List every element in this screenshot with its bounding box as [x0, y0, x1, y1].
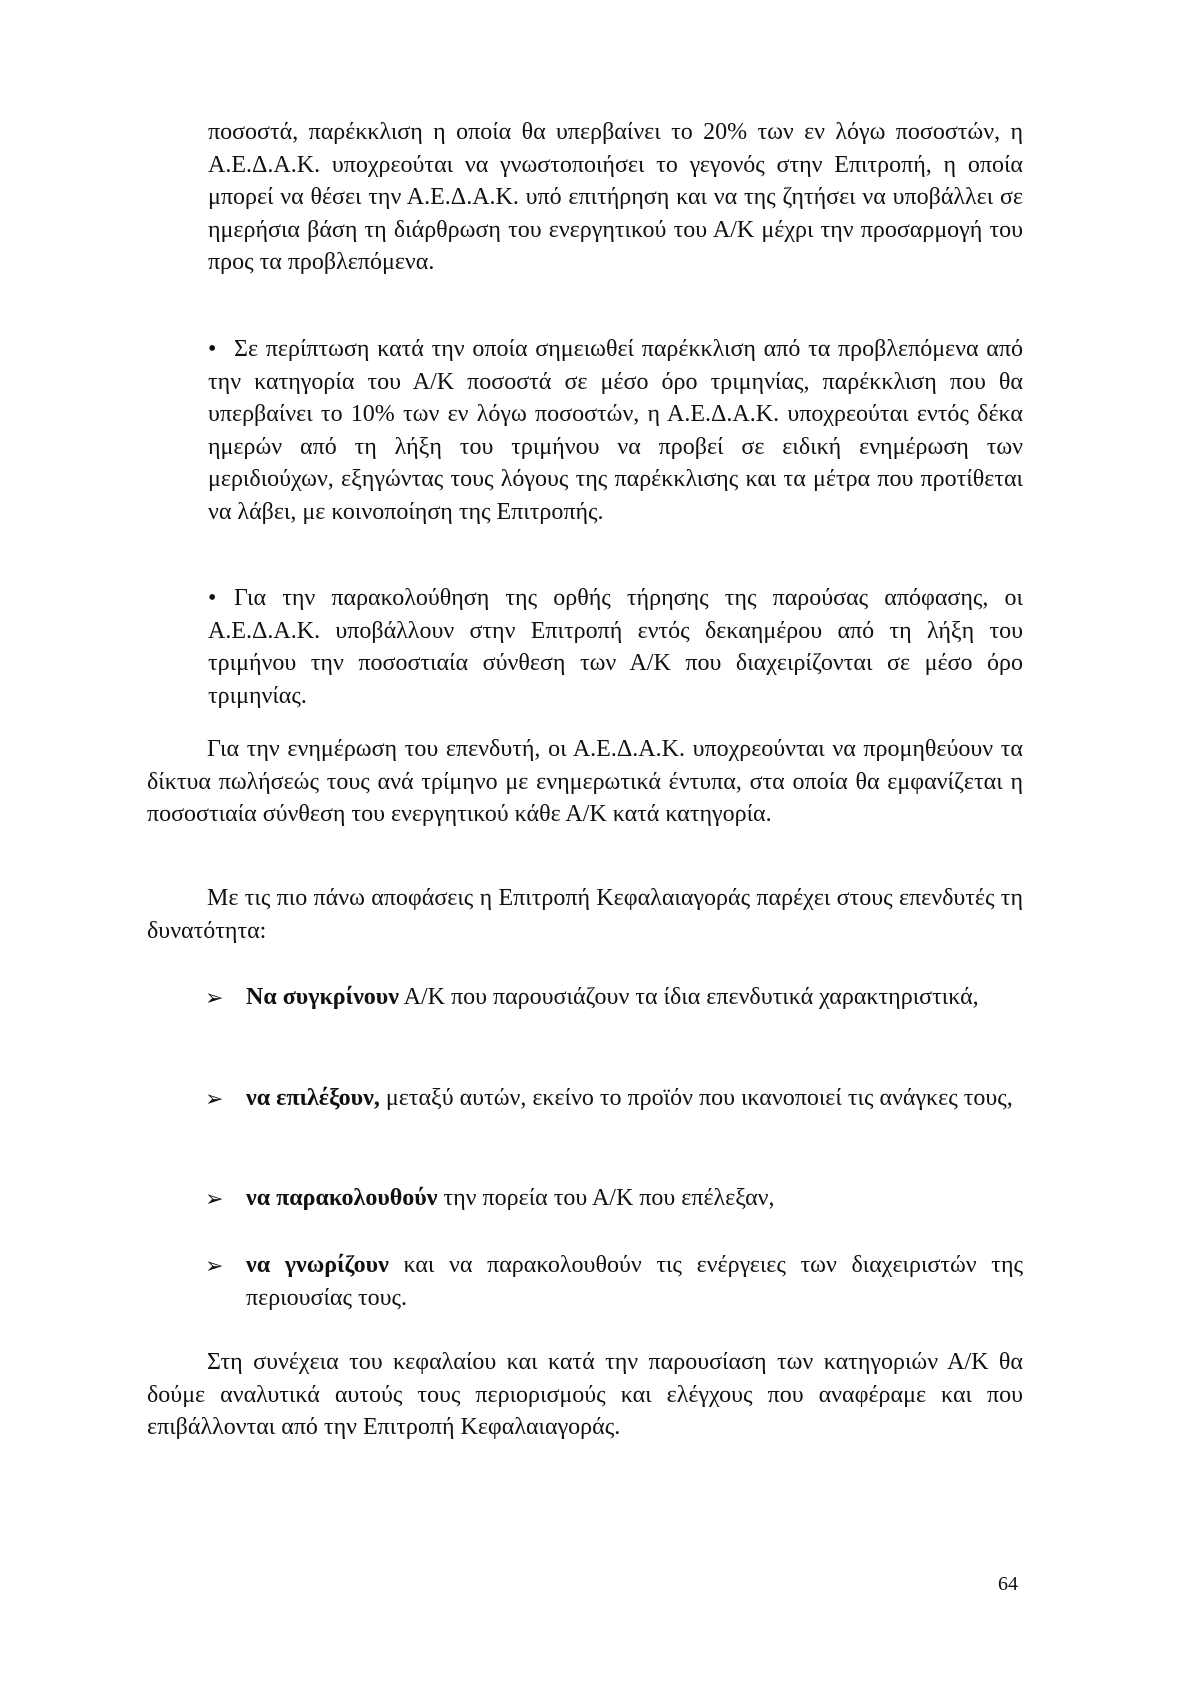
- arrow-bullet-icon: ➢: [205, 985, 224, 1010]
- list-item-compare: [205, 981, 1023, 1014]
- list-item-keyword: να επιλέξουν,: [246, 1085, 380, 1111]
- list-item-keyword: να γνωρίζουν: [246, 1252, 389, 1278]
- list-item-text: και να παρακολουθούν τις ενέργειες των διαχειριστών της περιουσίας τους.: [246, 1252, 1024, 1311]
- list-item-follow: [205, 1182, 1023, 1215]
- paragraph-text: Για την παρακολούθηση της ορθής τήρησης της παρούσας απόφασης, οι Α.Ε.Δ.Α.Κ. υποβάλλουν στην Επιτροπή εντός δεκαημέρου από τη λήξη του τριμήνου την ποσοστιαία σύνθεση των Α/Κ που διαχειρίζονται σε μέσο όρο τριμηνίας.: [208, 585, 1023, 709]
- list-item-know: [205, 1249, 1024, 1315]
- paragraph-monitoring: [208, 582, 1023, 712]
- paragraph-decisions: [147, 882, 1023, 947]
- paragraph-chapter-continuation: [147, 1346, 1023, 1444]
- paragraph-deviation-20: [208, 116, 1023, 279]
- arrow-bullet-icon: ➢: [205, 1253, 224, 1278]
- paragraph-text: Με τις πιο πάνω αποφάσεις η Επιτροπή Κεφαλαιαγοράς παρέχει στους επενδυτές τη δυνατότητα:: [147, 885, 1023, 944]
- arrow-bullet-icon: ➢: [205, 1086, 224, 1111]
- paragraph-text: Στη συνέχεια του κεφαλαίου και κατά την παρουσίαση των κατηγοριών Α/Κ θα δούμε αναλυτικά αυτούς τους περιορισμούς και ελέγχους που αναφέραμε και που επιβάλλονται από την Επιτροπή Κεφαλαιαγοράς.: [147, 1349, 1023, 1441]
- list-item-select: [205, 1082, 1023, 1115]
- list-item-keyword: να παρακολουθούν: [246, 1185, 438, 1211]
- list-item-text: την πορεία του Α/Κ που επέλεξαν,: [437, 1185, 775, 1211]
- paragraph-deviation-10: [208, 333, 1023, 529]
- list-item-text: μεταξύ αυτών, εκείνο το προϊόν που ικανοποιεί τις ανάγκες τους,: [379, 1085, 1013, 1111]
- paragraph-text: ποσοστά, παρέκκλιση η οποία θα υπερβαίνει το 20% των εν λόγω ποσοστών, η Α.Ε.Δ.Α.Κ. υποχρεούται να γνωστοποιήσει το γεγονός στην Επιτροπή, η οποία μπορεί να θέσει την Α.Ε.Δ.Α.Κ. υπό επιτήρηση και να της ζητήσει να υποβάλλει σε ημερήσια βάση τη διάρθρωση του ενεργητικού του Α/Κ μέχρι την προσαρμογή του προς τα προβλεπόμενα.: [208, 119, 1023, 276]
- paragraph-text: Για την ενημέρωση του επενδυτή, οι Α.Ε.Δ.Α.Κ. υποχρεούνται να προμηθεύουν τα δίκτυα πωλήσεώς τους ανά τρίμηνο με ενημερωτικά έντυπα, στα οποία θα εμφανίζεται η ποσοστιαία σύνθεση του ενεργητικού κάθε Α/Κ κατά κατηγορία.: [147, 736, 1023, 828]
- arrow-bullet-icon: ➢: [205, 1186, 224, 1211]
- paragraph-investor-info: [147, 733, 1023, 831]
- paragraph-text: Σε περίπτωση κατά την οποία σημειωθεί παρέκκλιση από τα προβλεπόμενα από την κατηγορία του Α/Κ ποσοστά σε μέσο όρο τριμηνίας, παρέκκλιση που θα υπερβαίνει το 10% των εν λόγω ποσοστών, η Α.Ε.Δ.Α.Κ. υποχρεούται εντός δέκα ημερών από τη λήξη του τριμήνου να προβεί σε ειδική ενημέρωση των μεριδιούχων, εξηγώντας τους λόγους της παρέκκλισης και τα μέτρα που προτίθεται να λάβει, με κοινοποίηση της Επιτροπής.: [208, 336, 1023, 525]
- page-number: 64: [998, 1573, 1018, 1595]
- list-item-text: Α/Κ που παρουσιάζουν τα ίδια επενδυτικά χαρακτηριστικά,: [398, 984, 979, 1010]
- list-item-keyword: Να συγκρίνουν: [246, 984, 399, 1010]
- bullet-icon: •: [208, 336, 217, 362]
- bullet-icon: •: [208, 585, 217, 611]
